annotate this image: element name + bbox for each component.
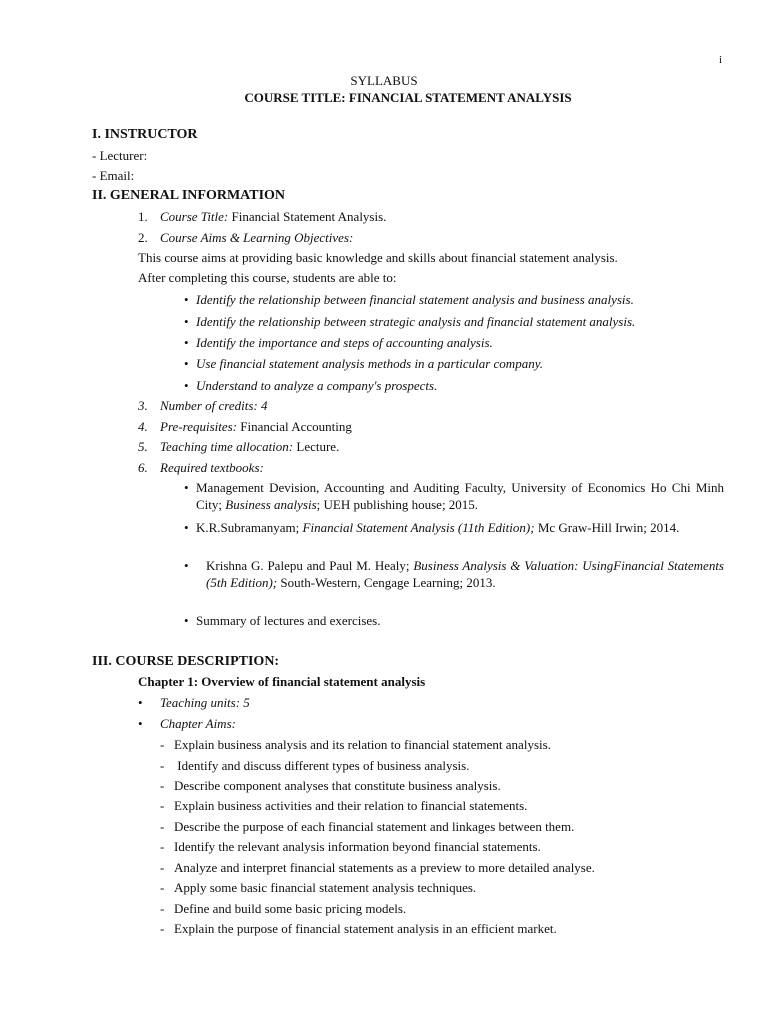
course-title: COURSE TITLE: FINANCIAL STATEMENT ANALYSIS (244, 90, 572, 105)
item-label: Teaching time allocation: (160, 439, 294, 454)
chapter-aim-item: - Describe component analyses that constitute business analysis. (160, 778, 501, 793)
item-value: Financial Statement Analysis. (228, 209, 387, 224)
email-line: - Email: (92, 168, 135, 183)
item-label: Number of credits: 4 (160, 398, 268, 413)
bullet-icon: • (184, 613, 189, 628)
section-heading-description: III. COURSE DESCRIPTION: (92, 654, 280, 669)
chapter-aim-item: - Explain business activities and their relation to financial statements. (160, 798, 528, 813)
bullet-icon: • (184, 335, 189, 350)
item-label: Course Title: (160, 209, 229, 224)
chapter-aim-item: - Define and build some basic pricing models. (160, 901, 407, 916)
item-number: 3. (138, 398, 148, 413)
chapter-aim-item: - Analyze and interpret financial statements as a preview to more detailed analyse. (160, 860, 595, 875)
item-course-title (138, 208, 386, 225)
chapter-aims-label: • Chapter Aims: (138, 716, 236, 731)
item-label: Course Aims & Learning Objectives: (160, 230, 354, 245)
chapter-aim-item: - Identify and discuss different types of business analysis. (160, 758, 470, 773)
section-heading-instructor: I. INSTRUCTOR (92, 127, 198, 142)
bullet-icon: • (184, 292, 189, 307)
objective-item: • Identify the relationship between strategic analysis and financial statement analysis. (184, 314, 636, 329)
bullet-icon: • (184, 520, 189, 535)
objective-item: • Identify the relationship between financial statement analysis and business analysis. (184, 292, 634, 307)
item-number: 5. (138, 439, 148, 454)
item-number: 1. (138, 209, 148, 224)
item-number: 2. (138, 230, 148, 245)
item-number: 6. (138, 460, 148, 475)
item-label: Pre-requisites: (160, 419, 238, 434)
item-value: Lecture. (293, 439, 340, 454)
chapter-aim-item: - Explain business analysis and its relation to financial statement analysis. (160, 737, 551, 752)
item-course-aims (138, 229, 353, 246)
item-teaching-time (138, 438, 339, 455)
bullet-icon: • (138, 716, 143, 731)
chapter-aim-item: - Describe the purpose of each financial statement and linkages between them. (160, 819, 575, 834)
after-paragraph: After completing this course, students are able to: (138, 270, 397, 285)
chapter-aim-item: - Identify the relevant analysis information beyond financial statements. (160, 839, 541, 854)
lecturer-line: - Lecturer: (92, 148, 148, 163)
chapter-aim-item: - Explain the purpose of financial statement analysis in an efficient market. (160, 921, 557, 936)
item-value: Financial Accounting (237, 419, 352, 434)
item-credits (138, 397, 267, 414)
chapter-title: Chapter 1: Overview of financial statement analysis (138, 674, 426, 689)
bullet-icon: • (184, 356, 189, 371)
aims-paragraph: This course aims at providing basic knowledge and skills about financial statement analysis. (138, 250, 618, 265)
textbook-item: • Management Devision, Accounting and Auditing Faculty, University of Economics Ho Chi Minh City; Business analysis; UEH publishing house; 2015. (184, 480, 724, 512)
bullet-icon: • (184, 558, 189, 573)
bullet-icon: • (184, 378, 189, 393)
bullet-icon: • (184, 314, 189, 329)
teaching-units: • Teaching units: 5 (138, 695, 250, 710)
objective-item: • Use financial statement analysis methods in a particular company. (184, 356, 543, 371)
item-prerequisites (138, 418, 352, 435)
bullet-icon: • (138, 695, 143, 710)
textbook-item: • K.R.Subramanyam; Financial Statement Analysis (11th Edition); Mc Graw-Hill Irwin; 2014. (184, 520, 680, 535)
section-heading-general: II. GENERAL INFORMATION (92, 188, 286, 203)
item-textbooks (138, 459, 264, 476)
item-label: Required textbooks: (160, 460, 264, 475)
objective-item: • Identify the importance and steps of accounting analysis. (184, 335, 493, 350)
chapter-aim-item: - Apply some basic financial statement analysis techniques. (160, 880, 477, 895)
objective-item: • Understand to analyze a company's prospects. (184, 378, 438, 393)
textbook-item: • Summary of lectures and exercises. (184, 613, 381, 628)
document-title: SYLLABUS (350, 73, 418, 88)
textbook-item: • Krishna G. Palepu and Paul M. Healy; Business Analysis & Valuation: UsingFinancial Statements (5th Edition); South-Western, Cengage Learning; 2013. (184, 558, 724, 590)
page-number: i (719, 54, 723, 66)
item-number: 4. (138, 419, 148, 434)
bullet-icon: • (184, 480, 189, 495)
